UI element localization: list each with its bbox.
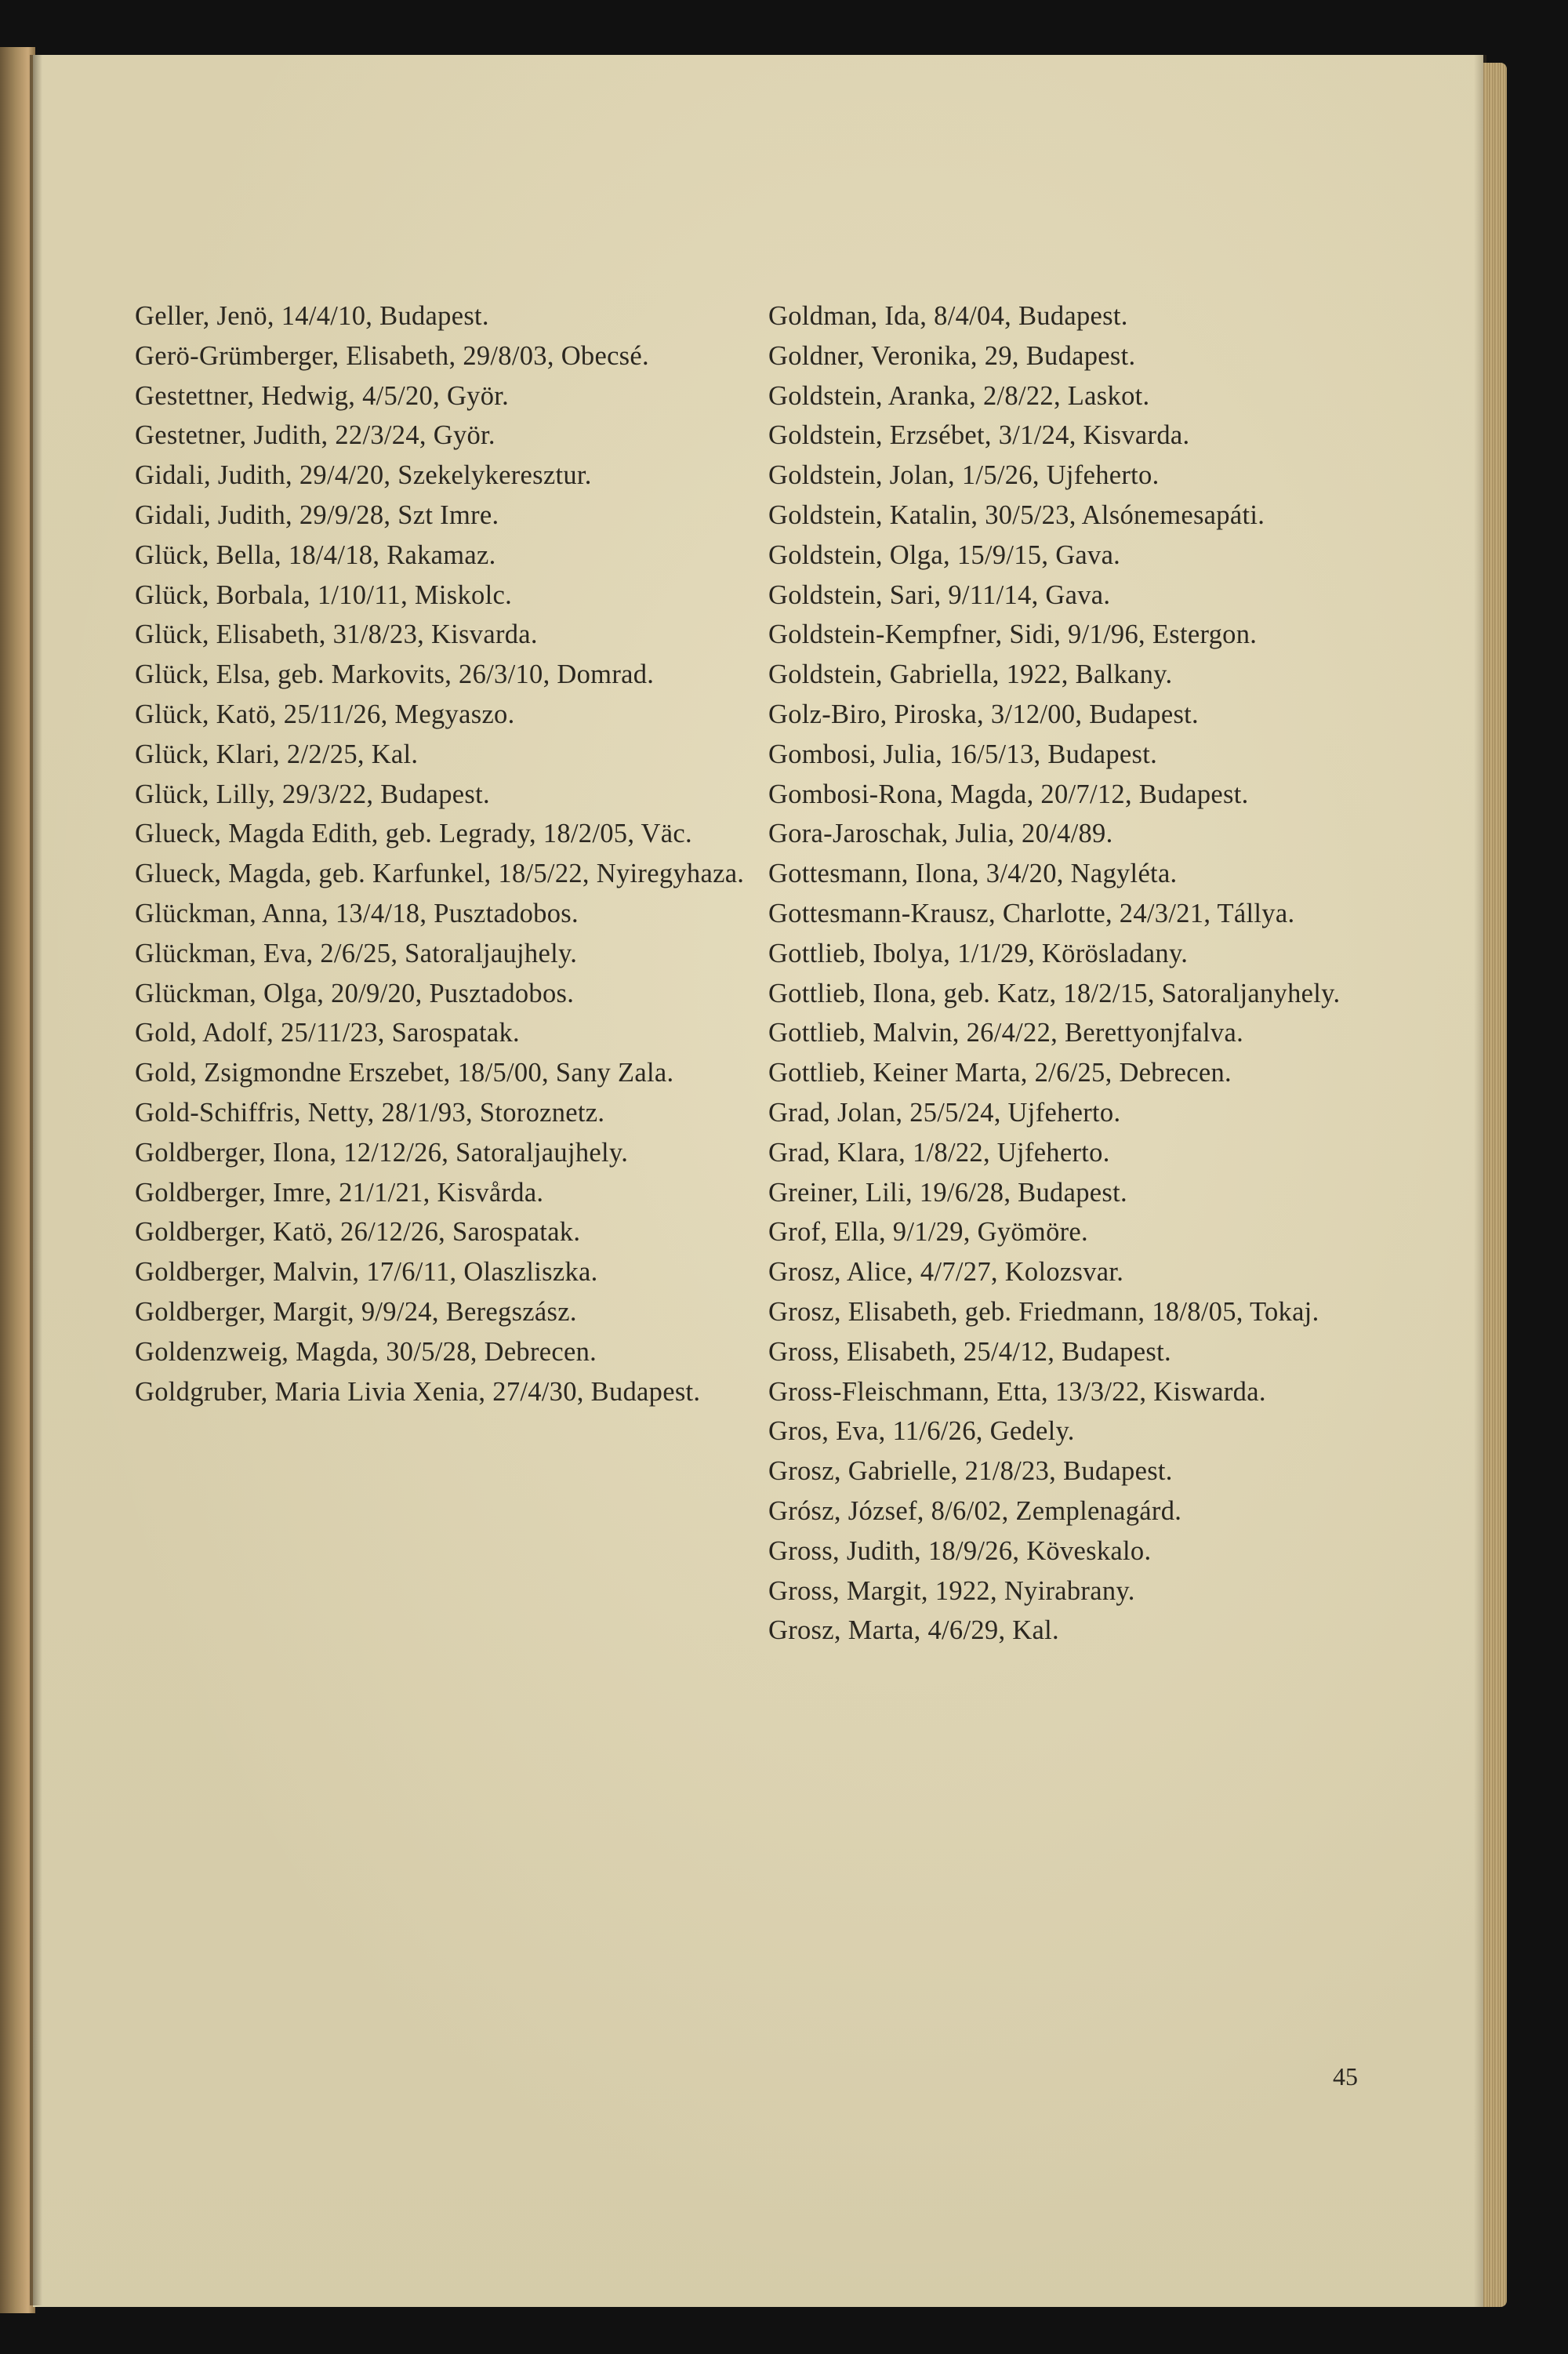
list-entry: Gros, Eva, 11/6/26, Gedely. (768, 1416, 1075, 1447)
list-entry: Grad, Klara, 1/8/22, Ujfeherto. (768, 1137, 1110, 1168)
list-entry: Goldberger, Imre, 21/1/21, Kisvårda. (135, 1177, 544, 1208)
list-entry: Goldner, Veronika, 29, Budapest. (768, 340, 1136, 371)
list-entry: Glueck, Magda, geb. Karfunkel, 18/5/22, Nyiregyhaza. (135, 859, 745, 889)
list-entry: Grosz, Marta, 4/6/29, Kal. (768, 1615, 1059, 1646)
list-entry: Grosz, Gabrielle, 21/8/23, Budapest. (768, 1456, 1173, 1487)
list-entry: Grosz, Alice, 4/7/27, Kolozsvar. (768, 1257, 1124, 1288)
list-entry: Gross, Judith, 18/9/26, Köveskalo. (768, 1535, 1152, 1566)
list-entry: Gold, Adolf, 25/11/23, Sarospatak. (135, 1018, 520, 1048)
list-entry: Golz-Biro, Piroska, 3/12/00, Budapest. (768, 699, 1199, 729)
gutter-shadow (30, 55, 42, 2305)
list-entry: Grad, Jolan, 25/5/24, Ujfeherto. (768, 1097, 1121, 1128)
list-entry: Goldstein, Olga, 15/9/15, Gava. (768, 539, 1121, 570)
list-entry: Goldstein, Jolan, 1/5/26, Ujfeherto. (768, 460, 1160, 491)
list-entry: Glück, Klari, 2/2/25, Kal. (135, 739, 419, 769)
list-entry: Gottlieb, Malvin, 26/4/22, Berettyonjfalva. (768, 1018, 1244, 1048)
list-entry: Gidali, Judith, 29/9/28, Szt Imre. (135, 499, 499, 530)
list-entry: Goldstein, Gabriella, 1922, Balkany. (768, 659, 1173, 690)
list-entry: Glück, Katö, 25/11/26, Megyaszo. (135, 699, 515, 729)
list-entry: Goldberger, Ilona, 12/12/26, Satoraljaujhely. (135, 1137, 629, 1168)
list-entry: Goldgruber, Maria Livia Xenia, 27/4/30, Budapest. (135, 1376, 701, 1407)
list-entry: Gottlieb, Ilona, geb. Katz, 18/2/15, Satoraljanyhely. (768, 978, 1341, 1008)
list-entry: Glückman, Anna, 13/4/18, Pusztadobos. (135, 898, 579, 928)
list-entry: Goldenzweig, Magda, 30/5/28, Debrecen. (135, 1336, 597, 1367)
list-entry: Glück, Elisabeth, 31/8/23, Kisvarda. (135, 619, 538, 650)
list-entry: Gidali, Judith, 29/4/20, Szekelykeresztur. (135, 460, 592, 491)
list-entry: Gestettner, Hedwig, 4/5/20, Györ. (135, 380, 510, 411)
list-entry: Glück, Bella, 18/4/18, Rakamaz. (135, 539, 496, 570)
list-entry: Glueck, Magda Edith, geb. Legrady, 18/2/05, Väc. (135, 819, 692, 849)
list-entry: Goldstein, Aranka, 2/8/22, Laskot. (768, 380, 1150, 411)
list-entry: Glückman, Olga, 20/9/20, Pusztadobos. (135, 978, 575, 1008)
list-entry: Grof, Ella, 9/1/29, Gyömöre. (768, 1217, 1088, 1248)
list-entry: Greiner, Lili, 19/6/28, Budapest. (768, 1177, 1127, 1208)
list-entry: Gold, Zsigmondne Erszebet, 18/5/00, Sany Zala. (135, 1058, 674, 1088)
page-number: 45 (1333, 2062, 1358, 2091)
list-entry: Glückman, Eva, 2/6/25, Satoraljaujhely. (135, 938, 578, 968)
list-entry: Goldman, Ida, 8/4/04, Budapest. (768, 301, 1128, 331)
list-entry: Glück, Elsa, geb. Markovits, 26/3/10, Domrad. (135, 659, 655, 690)
list-entry: Gold-Schiffris, Netty, 28/1/93, Storoznetz. (135, 1097, 605, 1128)
list-entry: Grosz, Elisabeth, geb. Friedmann, 18/8/05, Tokaj. (768, 1296, 1319, 1327)
list-entry: Gottlieb, Ibolya, 1/1/29, Körösladany. (768, 938, 1189, 968)
list-entry: Grósz, József, 8/6/02, Zemplenagárd. (768, 1495, 1182, 1526)
right-column (768, 296, 1396, 1651)
list-entry: Gestetner, Judith, 22/3/24, Györ. (135, 420, 495, 451)
list-entry: Gombosi, Julia, 16/5/13, Budapest. (768, 739, 1158, 769)
list-entry: Glück, Lilly, 29/3/22, Budapest. (135, 779, 490, 809)
list-entry: Geller, Jenö, 14/4/10, Budapest. (135, 301, 489, 331)
list-entry: Gora-Jaroschak, Julia, 20/4/89. (768, 819, 1113, 849)
list-entry: Goldstein, Katalin, 30/5/23, Alsónemesapáti. (768, 499, 1265, 530)
list-entry: Gottesmann, Ilona, 3/4/20, Nagyléta. (768, 859, 1178, 889)
list-entry: Gombosi-Rona, Magda, 20/7/12, Budapest. (768, 779, 1249, 809)
list-entry: Gross, Margit, 1922, Nyirabrany. (768, 1575, 1135, 1606)
list-entry: Gottlieb, Keiner Marta, 2/6/25, Debrecen. (768, 1058, 1232, 1088)
list-entry: Gross-Fleischmann, Etta, 13/3/22, Kiswarda. (768, 1376, 1266, 1407)
list-entry: Gerö-Grümberger, Elisabeth, 29/8/03, Obecsé. (135, 340, 649, 371)
left-column (135, 296, 746, 1411)
book-page (33, 55, 1483, 2307)
list-entry: Goldstein, Erzsébet, 3/1/24, Kisvarda. (768, 420, 1190, 451)
list-entry: Glück, Borbala, 1/10/11, Miskolc. (135, 579, 513, 610)
list-entry: Goldstein-Kempfner, Sidi, 9/1/96, Estergon. (768, 619, 1258, 650)
list-entry: Goldberger, Katö, 26/12/26, Sarospatak. (135, 1217, 581, 1248)
list-entry: Goldstein, Sari, 9/11/14, Gava. (768, 579, 1111, 610)
list-entry: Goldberger, Margit, 9/9/24, Beregszász. (135, 1296, 577, 1327)
page-stack-edge (1483, 63, 1507, 2307)
list-entry: Gross, Elisabeth, 25/4/12, Budapest. (768, 1336, 1171, 1367)
list-entry: Goldberger, Malvin, 17/6/11, Olaszliszka. (135, 1257, 598, 1288)
list-entry: Gottesmann-Krausz, Charlotte, 24/3/21, Tállya. (768, 898, 1295, 928)
